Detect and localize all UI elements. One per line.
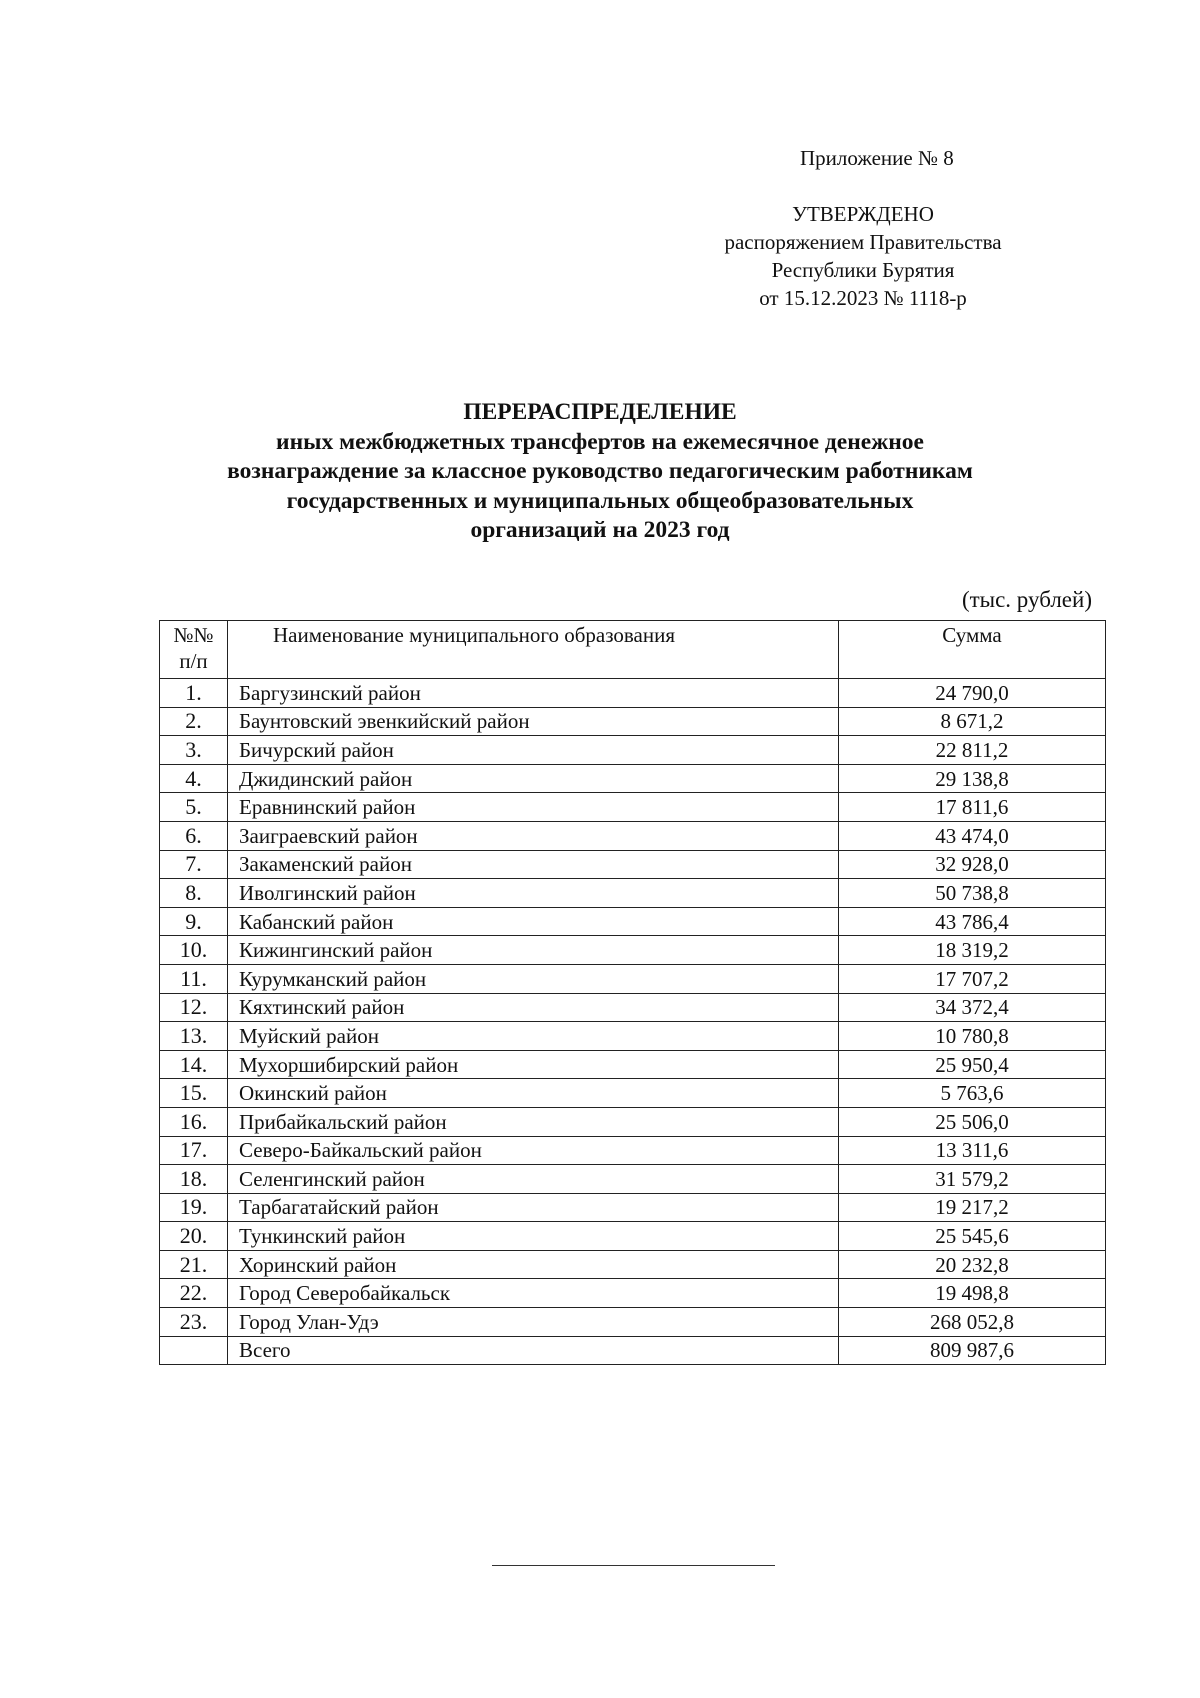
row-name: Иволгинский район	[228, 879, 839, 908]
table-row	[160, 793, 1106, 822]
header-number-line: п/п	[179, 649, 208, 673]
row-number: 20.	[160, 1222, 228, 1251]
row-sum: 19 498,8	[839, 1279, 1106, 1308]
title-line: вознаграждение за классное руководство педагогическим работникам	[227, 458, 973, 484]
row-name: Муйский район	[228, 1022, 839, 1051]
row-number: 7.	[160, 850, 228, 879]
header-sum: Сумма	[839, 621, 1106, 679]
row-sum: 25 545,6	[839, 1222, 1106, 1251]
row-sum: 5 763,6	[839, 1079, 1106, 1108]
table-row	[160, 1222, 1106, 1251]
row-name: Еравнинский район	[228, 793, 839, 822]
total-row	[160, 1336, 1106, 1365]
appendix-label: Приложение № 8	[800, 146, 954, 170]
table-row	[160, 1193, 1106, 1222]
row-name: Тарбагатайский район	[228, 1193, 839, 1222]
row-name: Северо-Байкальский район	[228, 1136, 839, 1165]
table-row	[160, 1136, 1106, 1165]
distribution-table	[159, 620, 1106, 1365]
approval-date: от 15.12.2023 № 1118-р	[759, 286, 967, 310]
row-name: Кабанский район	[228, 907, 839, 936]
row-number	[160, 1336, 228, 1365]
row-sum: 809 987,6	[839, 1336, 1106, 1365]
row-name: Баунтовский эвенкийский район	[228, 707, 839, 736]
document-title	[140, 398, 1060, 546]
signature-line	[492, 1565, 775, 1566]
approval-stamp	[668, 200, 1058, 312]
row-sum: 19 217,2	[839, 1193, 1106, 1222]
row-sum: 50 738,8	[839, 879, 1106, 908]
table-row	[160, 1279, 1106, 1308]
table-row	[160, 764, 1106, 793]
table-row	[160, 993, 1106, 1022]
row-sum: 24 790,0	[839, 679, 1106, 708]
row-number: 5.	[160, 793, 228, 822]
title-line: государственных и муниципальных общеобразовательных	[286, 487, 914, 514]
header-name: Наименование муниципального образования	[228, 621, 839, 679]
row-name: Окинский район	[228, 1079, 839, 1108]
table-row	[160, 821, 1106, 850]
row-name: Прибайкальский район	[228, 1107, 839, 1136]
row-name: Селенгинский район	[228, 1165, 839, 1194]
row-sum: 8 671,2	[839, 707, 1106, 736]
table-row	[160, 707, 1106, 736]
row-name: Мухоршибирский район	[228, 1050, 839, 1079]
row-sum: 25 950,4	[839, 1050, 1106, 1079]
row-name: Всего	[228, 1336, 839, 1365]
table-row	[160, 1308, 1106, 1337]
row-number: 23.	[160, 1308, 228, 1337]
header-number-line: №№	[173, 623, 214, 647]
units-label: (тыс. рублей)	[961, 587, 1092, 612]
row-number: 2.	[160, 707, 228, 736]
table-header-row	[160, 621, 1106, 679]
table-row	[160, 1022, 1106, 1051]
row-sum: 43 474,0	[839, 821, 1106, 850]
row-number: 21.	[160, 1250, 228, 1279]
row-sum: 268 052,8	[839, 1308, 1106, 1337]
table-row	[160, 736, 1106, 765]
approval-heading: УТВЕРЖДЕНО	[792, 202, 934, 226]
row-number: 9.	[160, 907, 228, 936]
table-body	[160, 679, 1106, 1365]
row-name: Кижингинский район	[228, 936, 839, 965]
row-sum: 10 780,8	[839, 1022, 1106, 1051]
row-sum: 29 138,8	[839, 764, 1106, 793]
row-name: Баргузинский район	[228, 679, 839, 708]
row-sum: 22 811,2	[839, 736, 1106, 765]
row-name: Кяхтинский район	[228, 993, 839, 1022]
row-name: Джидинский район	[228, 764, 839, 793]
row-sum: 25 506,0	[839, 1107, 1106, 1136]
row-sum: 43 786,4	[839, 907, 1106, 936]
table-row	[160, 1050, 1106, 1079]
title-line: иных межбюджетных трансфертов на ежемесячное денежное	[276, 428, 924, 455]
row-number: 18.	[160, 1165, 228, 1194]
title-line: организаций на 2023 год	[470, 517, 730, 543]
row-sum: 20 232,8	[839, 1250, 1106, 1279]
row-sum: 31 579,2	[839, 1165, 1106, 1194]
row-sum: 17 811,6	[839, 793, 1106, 822]
row-name: Город Улан-Удэ	[228, 1308, 839, 1337]
row-name: Курумканский район	[228, 964, 839, 993]
row-number: 4.	[160, 764, 228, 793]
row-sum: 17 707,2	[839, 964, 1106, 993]
table-row	[160, 1107, 1106, 1136]
table-row	[160, 964, 1106, 993]
table-row	[160, 850, 1106, 879]
title-line: ПЕРЕРАСПРЕДЕЛЕНИЕ	[463, 399, 737, 425]
row-sum: 32 928,0	[839, 850, 1106, 879]
row-sum: 34 372,4	[839, 993, 1106, 1022]
row-name: Город Северобайкальск	[228, 1279, 839, 1308]
row-number: 13.	[160, 1022, 228, 1051]
row-number: 12.	[160, 993, 228, 1022]
row-number: 1.	[160, 679, 228, 708]
header-number	[160, 621, 228, 679]
row-name: Тункинский район	[228, 1222, 839, 1251]
row-sum: 13 311,6	[839, 1136, 1106, 1165]
row-sum: 18 319,2	[839, 936, 1106, 965]
row-number: 8.	[160, 879, 228, 908]
row-number: 15.	[160, 1079, 228, 1108]
row-number: 14.	[160, 1050, 228, 1079]
row-number: 3.	[160, 736, 228, 765]
row-name: Бичурский район	[228, 736, 839, 765]
row-number: 10.	[160, 936, 228, 965]
row-name: Заиграевский район	[228, 821, 839, 850]
row-number: 16.	[160, 1107, 228, 1136]
table-row	[160, 879, 1106, 908]
row-number: 19.	[160, 1193, 228, 1222]
table-row	[160, 1250, 1106, 1279]
row-number: 6.	[160, 821, 228, 850]
table-row	[160, 679, 1106, 708]
row-number: 11.	[160, 964, 228, 993]
row-name: Хоринский район	[228, 1250, 839, 1279]
approval-line: распоряжением Правительства	[724, 230, 1002, 254]
approval-line: Республики Бурятия	[771, 258, 955, 282]
row-name: Закаменский район	[228, 850, 839, 879]
table-row	[160, 907, 1106, 936]
table-row	[160, 1079, 1106, 1108]
table-row	[160, 936, 1106, 965]
row-number: 22.	[160, 1279, 228, 1308]
table-row	[160, 1165, 1106, 1194]
row-number: 17.	[160, 1136, 228, 1165]
